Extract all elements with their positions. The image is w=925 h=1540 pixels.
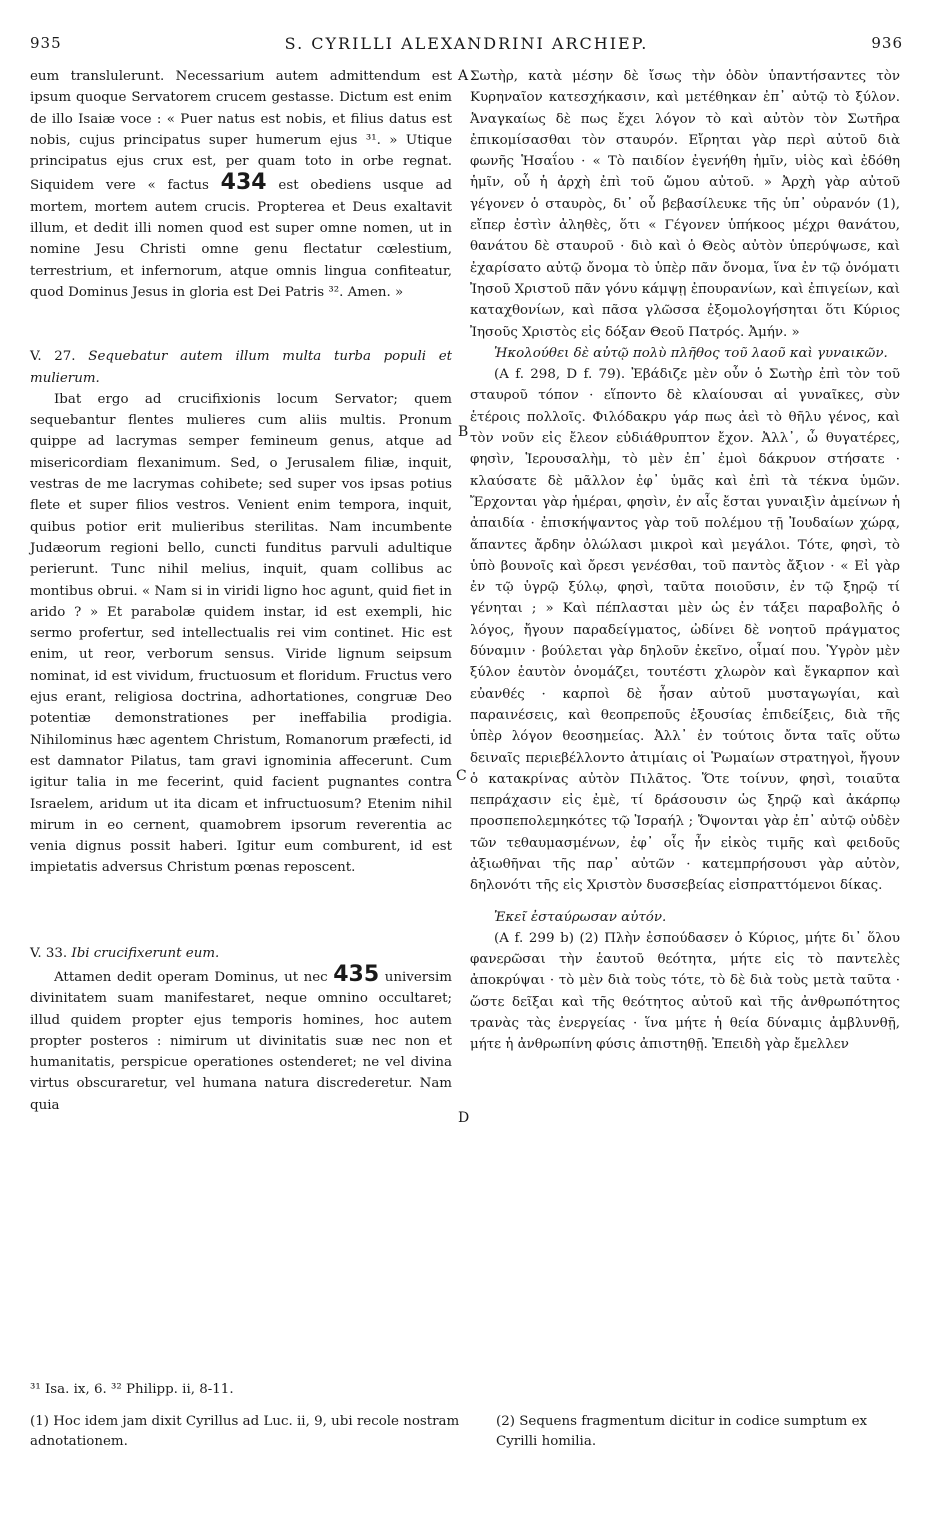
greek-verse-33 [470, 907, 900, 1056]
latin-v33-heading [30, 943, 452, 964]
page-number-left: 935 [30, 34, 62, 52]
margin-letter-a: A [458, 68, 469, 84]
latin-v33-body-a: Attamen dedit operam Dominus, ut nec [54, 969, 328, 985]
latin-column [30, 66, 452, 1116]
column-number-434: 434 [220, 170, 267, 196]
greek-verse-27 [470, 343, 900, 897]
greek-v27-body-text: Ἐβάδιζε μὲν οὖν ὁ Σωτὴρ ἐπὶ τὸν τοῦ σταυροῦ τόπον · εἵποντο δὲ κλαίουσαι αἱ γυναῖκες, σὺν ἑτέροις πολλοῖς. Φιλόδακρυ γάρ πως ἀεὶ τὸ θῆλυ γένος, καὶ τὸν νοῦν εἰς ἔλεον εὐδιάθρυπτον ἔχον. Ἀλλ᾿, ὦ θυγατέρες, φησὶν, Ἱερουσαλὴμ, τὸ μὲν ἐπ᾿ ἐμοὶ δάκρυον στήσατε · κλαύσατε δὲ μᾶλλον ἐφ᾿ ὑμᾶς καὶ ἐπὶ τὰ τέκνα ὑμῶν. Ἔρχονται γὰρ ἡμέραι, φησὶν, ἐν αἷς ἔσται γυναιξὶν ἀμείνων ἡ ἀπαιδία · ἐπισκήψαντος γὰρ τοῦ πολέμου τῇ Ἰουδαίων χώρᾳ, ἅπαντες ἄρδην ὀλώλασι μικροὶ καὶ μεγάλοι. Τότε, φησὶ, τὸ ὑπὸ βουνοῖς καὶ ὄρεσι γενέσθαι, τοῦ παντὸς ἄξιον · « Εἰ γὰρ ἐν τῷ ὑγρῷ ξύλῳ, φησὶ, ταῦτα ποιοῦσιν, ἐν τῷ ξηρῷ τί γένηται ; » Καὶ πέπλασται μὲν ὡς ἐν τάξει παραβολῆς ὁ λόγος, ἤγουν παραδείγματος, ὠδίνει δὲ νοητοῦ πράγματος δύναμιν · βούλεται γὰρ δηλοῦν ἐκεῖνο, οἶμαί που. Ὑγρὸν μὲν ξύλον ἑαυτὸν ὀνομάζει, τουτέστι χλωρὸν καὶ ἔγκαρπον καὶ εὐανθές · καρποὶ δὲ ἦσαν αὐτοῦ μυσταγωγίαι, καὶ παραινέσεις, καὶ θεοπρεποῦς ἐξουσίας ἐπιδείξεις, διὰ τῆς ὑπὲρ λόγον θεοσημείας. Ἀλλ᾿ ἐν τούτοις ὄντα ταῖς οὕτω δειναῖς περιεβέλλοντο ἀτιμίαις οἱ Ῥωμαίων στρατηγοὶ, ἤγουν ὁ κατακρίνας αὐτὸν Πιλᾶτος. Ὅτε τοίνυν, φησὶ, τοιαῦτα πεπράχασιν εἰς ἐμὲ, τί δράσουσιν ὡς ξηρῷ καὶ ἀκάρπῳ προσπεπολεμηκότες τῷ Ἰσραήλ ; Ὄψονται γὰρ ἐπ᾿ αὐτῷ οὐδὲν τῶν τεθαυμασμένων, ἐφ᾿ οἷς ἦν εἰκὸς τιμῆς καὶ φειδοῦς ἀξιωθῆναι τῆς παρ᾿ αὐτῶν · κατεμπρήσουσι γὰρ αὐτὸν, δηλονότι τῆς εἰς Χριστὸν δυσσεβείας εἰσπραττόμενοι δίκας. [470, 367, 900, 894]
editor-note-2-text: (2) Sequens fragmentum dicitur in codice sumptum ex Cyrilli homilia. [496, 1414, 868, 1449]
greek-column [470, 66, 900, 1056]
editor-note-1 [30, 1412, 460, 1452]
latin-v27-body: Ibat ergo ad crucifixionis locum Servator; quem sequebantur flentes mulieres cum aliis multis. Pronum quippe ad lacrymas semper femineum genus, atque ad misericordiam flexanimum. Sed, o Jerusalem filiæ, inquit, vestras de me lacrymas cohibete; sed super vos ipsas potius flete et super filios vestros. Venient enim tempora, inquit, quibus potior erit mulieribus sterilitas. Nam incumbente Judæorum regioni bello, cuncti funditus parvuli adultique perierunt. Tunc nihil melius, inquit, quam collibus ac montibus obrui. « Nam si in viridi ligno hoc agunt, quid fiet in arido ? » Et parabolæ quidem instar, id est exempli, hic sermo profertur, sed intellectualis rei vim continet. Hic est enim, ut reor, verborum sensus. Viride lignum seipsum nominat, id est vividum, fructuosum et floridum. Fructus vero ejus erant, religiosa doctrina, adhortationes, congruæ Deo potentiæ demonstrationes per ineffabilia prodigia. Nihilominus hæc agentem Christum, Romanorum præfecti, id est damnator Pilatus, tam gravi ignominia affecerunt. Cum igitur talia in me fecerint, quid facient pugnantes contra Israelem, aridum ut ita dicam et infructuosum? Etenim nihil mirum in eo cernent, quamobrem ipsorum reverentia ac venia dignus possit haberi. Igitur eum comburent, id est impietatis adversus Christum pœnas reposcent. [30, 391, 452, 876]
margin-letter-b: B [458, 424, 469, 440]
page-number-right: 936 [871, 34, 903, 52]
scripture-footnotes [30, 1380, 460, 1412]
latin-v27-heading [30, 346, 452, 389]
page-header [30, 34, 903, 60]
latin-intro [30, 66, 452, 303]
latin-v33-heading-text: Ibi crucifixerunt eum. [71, 945, 220, 961]
latin-intro-text: eum translulerunt. Necessarium autem admittendum est ipsum quoque Servatorem crucem gestasse. Dictum est enim de illo Isaiæ voce : « Puer natus est nobis, et filius datus est nobis, cujus principatus super humerum ejus ³¹. » Utique principatus ejus crux est, per quam toto in orbe regnat. Siquidem vere « factus [30, 69, 452, 194]
greek-v33-body [470, 928, 900, 1056]
latin-verse-33 [30, 943, 452, 1116]
greek-intro-text: Σωτὴρ, κατὰ μέσην δὲ ἴσως τὴν ὁδὸν ὑπαντήσαντες τὸν Κυρηναῖον κατεσχήκασιν, καὶ μετέθηκαν ἐπ᾿ αὐτῷ τὸ ξύλον. Ἀναγκαίως δὲ πως ἔχει λόγον τὸ καὶ αὐτὸν τὸν Σωτῆρα ἐπικομίσασθαι τὸν σταυρόν. Εἴρηται γὰρ περὶ αὐτοῦ διὰ φωνῆς Ἡσαΐου · « Τὸ παιδίον ἐγενήθη ἡμῖν, υἱὸς καὶ ἐδόθη ἡμῖν, οὗ ἡ ἀρχὴ ἐπὶ τοῦ ὤμου αὐτοῦ. » Ἀρχὴ γὰρ αὐτοῦ γέγονεν ὁ σταυρὸς, δι᾿ οὗ βεβασίλευκε τῆς ὑπ᾿ οὐρανόν (1), εἴπερ ἐστὶν ἀληθὲς, ὅτι « Γέγονεν ὑπήκοος μέχρι θανάτου, θανάτου δὲ σταυροῦ · διὸ καὶ ὁ Θεὸς αὐτὸν ὑπερύψωσε, καὶ ἐχαρίσατο αὐτῷ ὄνομα τὸ ὑπὲρ πᾶν ὄνομα, ἵνα ἐν τῷ ὀνόματι Ἰησοῦ Χριστοῦ πᾶν γόνυ κάμψῃ ἐπουρανίων, καὶ ἐπιγείων, καὶ καταχθονίων, καὶ πᾶσα γλῶσσα ἐξομολογήσηται ὅτι Κύριος Ἰησοῦς Χριστὸς εἰς δόξαν Θεοῦ Πατρός. Ἀμήν. » [470, 69, 900, 340]
greek-v33-heading: Ἐκεῖ ἐσταύρωσαν αὐτόν. [494, 909, 667, 925]
greek-v27-ref: (A f. 298, D f. 79). [494, 367, 626, 383]
greek-v27-heading: Ἠκολούθει δὲ αὐτῷ πολὺ πλῆθος τοῦ λαοῦ καὶ γυναικῶν. [494, 345, 888, 361]
latin-v33-body [30, 961, 452, 1116]
scripture-references: ³¹ Isa. ix, 6. ³² Philipp. ii, 8-11. [30, 1382, 234, 1397]
latin-v33-number: V. 33. [30, 945, 68, 961]
greek-v33-ref: (A f. 299 b) (2) [494, 930, 599, 946]
greek-v33-body-text: Πλὴν ἐσπούδασεν ὁ Κύριος, μήτε δι᾿ ὅλου φανερῶσαι τὴν ἑαυτοῦ θεότητα, μήτε εἰς τὸ παντελὲς ἀποκρύψαι · τὸ μὲν διὰ τοὺς τότε, τὸ δὲ διὰ τοὺς μετὰ ταῦτα · ὥστε δεῖξαι καὶ τῆς θεότητος αὐτοῦ καὶ τῆς ἀνθρωπότητος τρανὰς τὰς ἐνεργείας · ἵνα μήτε ἡ θεία δύναμις ἀμβλυνθῇ, μήτε ἡ ἀνθρωπίνη φύσις ἀπιστηθῇ. Ἐπειδὴ γὰρ ἔμελλεν [470, 930, 900, 1053]
greek-intro [470, 66, 900, 343]
editor-note-2 [496, 1412, 896, 1452]
running-title: S. CYRILLI ALEXANDRINI ARCHIEP. [284, 34, 649, 53]
margin-letter-c: C [456, 768, 467, 784]
latin-intro-tail: est obediens usque ad mortem, mortem autem crucis. Propterea et Deus exaltavit illum, et dedit illi nomen quod est super omne nomen, ut in nomine Jesu Christi omne genu flectatur cœlestium, terrestrium, et infernorum, atque omnis lingua confiteatur, quod Dominus Jesus in gloria est Dei Patris ³². Amen. » [30, 178, 453, 300]
editor-note-1-text: (1) Hoc idem jam dixit Cyrillus ad Luc. ii, 9, ubi recole nostram adnotationem. [30, 1414, 460, 1449]
greek-v27-body [470, 364, 900, 896]
column-number-435: 435 [333, 961, 380, 987]
latin-v27-number: V. 27. [30, 349, 76, 365]
latin-v27-heading-text: Sequebatur autem illum multa turba populi et mulierum. [30, 349, 453, 386]
latin-verse-27 [30, 346, 452, 878]
latin-intro-paragraph [30, 66, 452, 303]
latin-v33-body-b: universim divinitatem suam manifestaret, neque omnino occultaret; illud quidem propter ejus temporis homines, hoc autem propter posteros : nimirum ut divinitatis suæ nec non et humanitatis, perspicue operationes ostenderet; ne vel divina virtus obscuraretur, vel humana natura discrederetur. Nam quia [30, 969, 452, 1113]
margin-letter-d: D [458, 1110, 470, 1126]
